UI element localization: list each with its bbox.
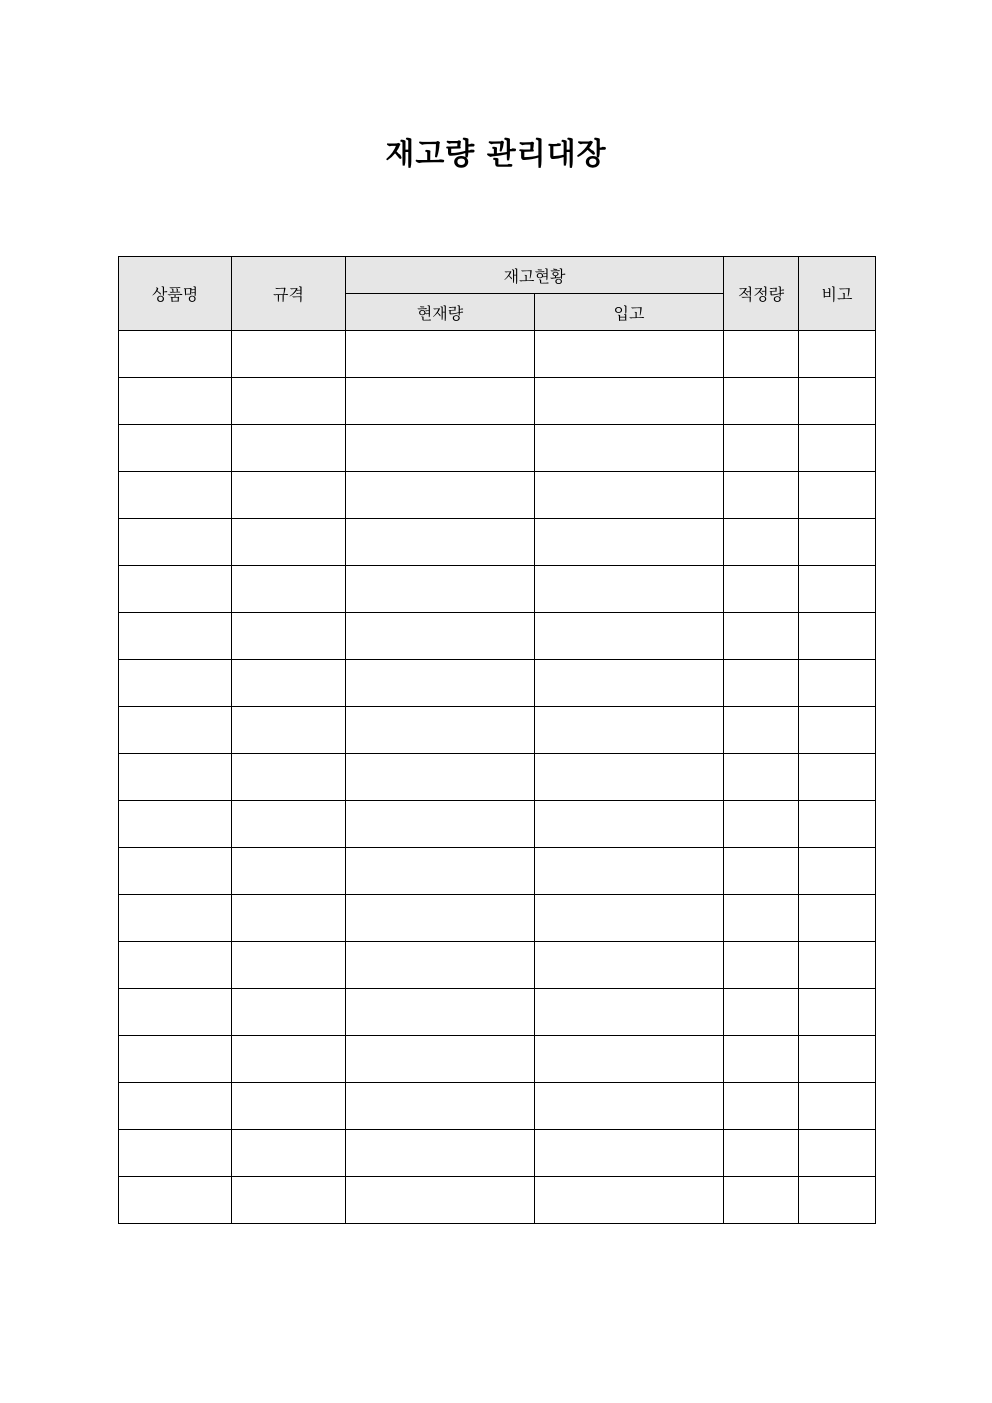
cell-proper-qty[interactable] [724, 942, 799, 989]
cell-remarks[interactable] [799, 378, 876, 425]
table-row [119, 566, 876, 613]
cell-proper-qty[interactable] [724, 1130, 799, 1177]
cell-proper-qty[interactable] [724, 1177, 799, 1224]
cell-product-name[interactable] [119, 331, 232, 378]
cell-current-qty[interactable] [346, 1130, 535, 1177]
cell-current-qty[interactable] [346, 848, 535, 895]
cell-remarks[interactable] [799, 1083, 876, 1130]
cell-spec[interactable] [232, 1130, 346, 1177]
cell-incoming[interactable] [535, 1083, 724, 1130]
cell-incoming[interactable] [535, 613, 724, 660]
cell-product-name[interactable] [119, 1083, 232, 1130]
cell-product-name[interactable] [119, 754, 232, 801]
cell-current-qty[interactable] [346, 942, 535, 989]
cell-product-name[interactable] [119, 1036, 232, 1083]
cell-proper-qty[interactable] [724, 1083, 799, 1130]
cell-spec[interactable] [232, 425, 346, 472]
cell-remarks[interactable] [799, 613, 876, 660]
cell-remarks[interactable] [799, 660, 876, 707]
cell-proper-qty[interactable] [724, 566, 799, 613]
table-row [119, 331, 876, 378]
table-row [119, 1177, 876, 1224]
cell-current-qty[interactable] [346, 1177, 535, 1224]
cell-current-qty[interactable] [346, 754, 535, 801]
cell-spec[interactable] [232, 848, 346, 895]
table-row [119, 1083, 876, 1130]
cell-product-name[interactable] [119, 1130, 232, 1177]
cell-incoming[interactable] [535, 707, 724, 754]
table-row [119, 707, 876, 754]
cell-proper-qty[interactable] [724, 378, 799, 425]
cell-current-qty[interactable] [346, 425, 535, 472]
cell-current-qty[interactable] [346, 801, 535, 848]
cell-proper-qty[interactable] [724, 707, 799, 754]
cell-incoming[interactable] [535, 942, 724, 989]
cell-product-name[interactable] [119, 801, 232, 848]
cell-spec[interactable] [232, 801, 346, 848]
cell-proper-qty[interactable] [724, 613, 799, 660]
cell-product-name[interactable] [119, 425, 232, 472]
cell-proper-qty[interactable] [724, 331, 799, 378]
cell-remarks[interactable] [799, 519, 876, 566]
cell-remarks[interactable] [799, 895, 876, 942]
cell-current-qty[interactable] [346, 519, 535, 566]
table-row [119, 519, 876, 566]
cell-proper-qty[interactable] [724, 1036, 799, 1083]
cell-incoming[interactable] [535, 848, 724, 895]
header-spec: 규격 [232, 257, 346, 331]
cell-spec[interactable] [232, 754, 346, 801]
cell-product-name[interactable] [119, 613, 232, 660]
cell-remarks[interactable] [799, 707, 876, 754]
cell-product-name[interactable] [119, 1177, 232, 1224]
header-incoming: 입고 [535, 294, 724, 331]
header-proper-qty: 적정량 [724, 257, 799, 331]
table-row [119, 942, 876, 989]
table-row [119, 754, 876, 801]
cell-incoming[interactable] [535, 660, 724, 707]
cell-spec[interactable] [232, 707, 346, 754]
cell-proper-qty[interactable] [724, 425, 799, 472]
cell-current-qty[interactable] [346, 895, 535, 942]
cell-remarks[interactable] [799, 942, 876, 989]
table-row [119, 801, 876, 848]
cell-spec[interactable] [232, 331, 346, 378]
cell-product-name[interactable] [119, 707, 232, 754]
page-title: 재고량 관리대장 [385, 137, 607, 172]
table-row [119, 378, 876, 425]
cell-spec[interactable] [232, 566, 346, 613]
cell-remarks[interactable] [799, 425, 876, 472]
table-row [119, 425, 876, 472]
cell-incoming[interactable] [535, 801, 724, 848]
cell-incoming[interactable] [535, 519, 724, 566]
cell-remarks[interactable] [799, 566, 876, 613]
cell-proper-qty[interactable] [724, 989, 799, 1036]
cell-remarks[interactable] [799, 331, 876, 378]
cell-incoming[interactable] [535, 1177, 724, 1224]
cell-current-qty[interactable] [346, 378, 535, 425]
cell-incoming[interactable] [535, 472, 724, 519]
cell-incoming[interactable] [535, 754, 724, 801]
table-row [119, 1036, 876, 1083]
cell-spec[interactable] [232, 1177, 346, 1224]
cell-product-name[interactable] [119, 848, 232, 895]
cell-proper-qty[interactable] [724, 519, 799, 566]
table-header [119, 257, 876, 331]
cell-remarks[interactable] [799, 1036, 876, 1083]
cell-current-qty[interactable] [346, 660, 535, 707]
cell-current-qty[interactable] [346, 613, 535, 660]
cell-current-qty[interactable] [346, 707, 535, 754]
cell-proper-qty[interactable] [724, 801, 799, 848]
cell-incoming[interactable] [535, 1130, 724, 1177]
inventory-ledger-table [118, 256, 876, 1224]
table-row [119, 1130, 876, 1177]
header-current-qty: 현재량 [346, 294, 535, 331]
cell-proper-qty[interactable] [724, 754, 799, 801]
cell-incoming[interactable] [535, 566, 724, 613]
cell-proper-qty[interactable] [724, 848, 799, 895]
cell-spec[interactable] [232, 989, 346, 1036]
header-stock-status: 재고현황 [346, 257, 724, 294]
cell-product-name[interactable] [119, 566, 232, 613]
cell-current-qty[interactable] [346, 472, 535, 519]
cell-current-qty[interactable] [346, 331, 535, 378]
cell-product-name[interactable] [119, 989, 232, 1036]
cell-proper-qty[interactable] [724, 472, 799, 519]
table-row [119, 989, 876, 1036]
cell-remarks[interactable] [799, 1177, 876, 1224]
cell-spec[interactable] [232, 942, 346, 989]
cell-spec[interactable] [232, 472, 346, 519]
header-remarks: 비고 [799, 257, 876, 331]
table-row [119, 613, 876, 660]
cell-spec[interactable] [232, 660, 346, 707]
cell-remarks[interactable] [799, 848, 876, 895]
cell-current-qty[interactable] [346, 566, 535, 613]
table-row [119, 848, 876, 895]
cell-spec[interactable] [232, 895, 346, 942]
cell-remarks[interactable] [799, 989, 876, 1036]
cell-product-name[interactable] [119, 660, 232, 707]
cell-proper-qty[interactable] [724, 895, 799, 942]
cell-current-qty[interactable] [346, 1036, 535, 1083]
cell-spec[interactable] [232, 613, 346, 660]
table-row [119, 472, 876, 519]
cell-remarks[interactable] [799, 801, 876, 848]
cell-incoming[interactable] [535, 989, 724, 1036]
cell-product-name[interactable] [119, 895, 232, 942]
cell-spec[interactable] [232, 519, 346, 566]
cell-spec[interactable] [232, 1036, 346, 1083]
cell-current-qty[interactable] [346, 989, 535, 1036]
cell-spec[interactable] [232, 378, 346, 425]
cell-product-name[interactable] [119, 519, 232, 566]
cell-incoming[interactable] [535, 378, 724, 425]
table-row [119, 895, 876, 942]
header-product-name: 상품명 [119, 257, 232, 331]
cell-remarks[interactable] [799, 472, 876, 519]
cell-incoming[interactable] [535, 331, 724, 378]
cell-current-qty[interactable] [346, 1083, 535, 1130]
table-row [119, 660, 876, 707]
table-body [119, 331, 876, 1224]
cell-product-name[interactable] [119, 472, 232, 519]
cell-incoming[interactable] [535, 425, 724, 472]
cell-incoming[interactable] [535, 1036, 724, 1083]
cell-product-name[interactable] [119, 378, 232, 425]
cell-proper-qty[interactable] [724, 660, 799, 707]
cell-remarks[interactable] [799, 754, 876, 801]
cell-spec[interactable] [232, 1083, 346, 1130]
cell-remarks[interactable] [799, 1130, 876, 1177]
cell-incoming[interactable] [535, 895, 724, 942]
cell-product-name[interactable] [119, 942, 232, 989]
